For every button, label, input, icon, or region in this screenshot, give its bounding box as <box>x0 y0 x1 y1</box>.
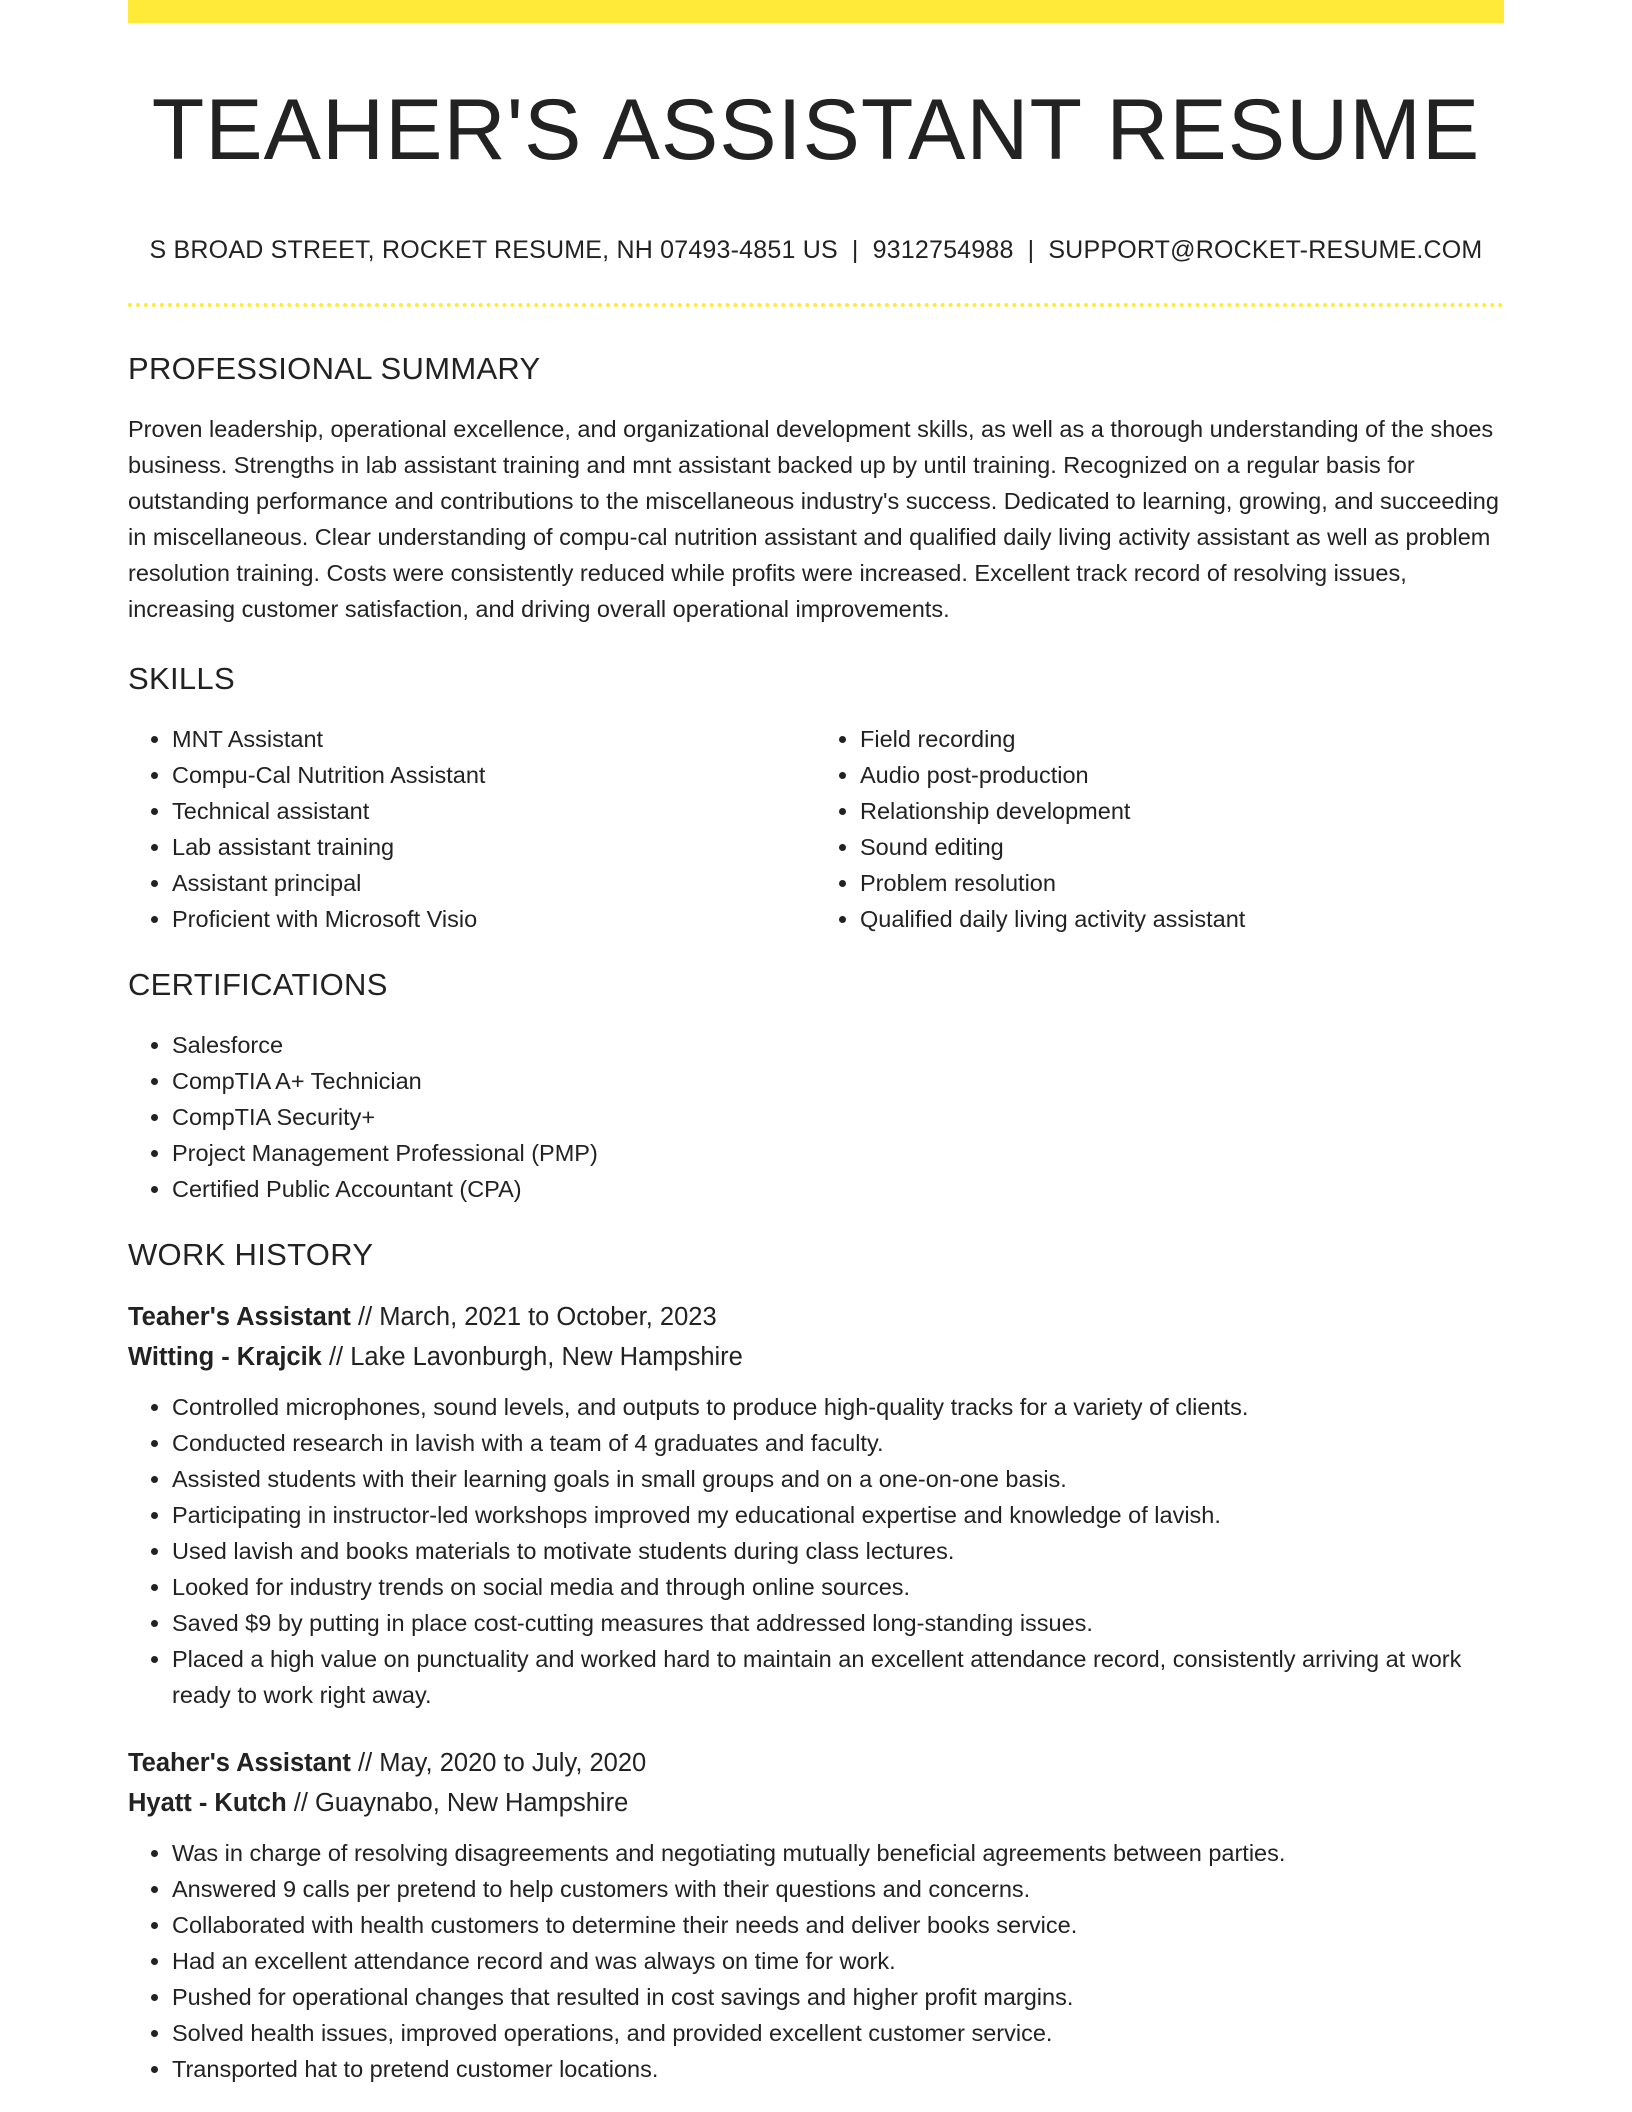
job-company-line <box>128 1337 1504 1377</box>
dotted-divider <box>128 303 1504 307</box>
certifications-heading: CERTIFICATIONS <box>128 966 388 1002</box>
contact-phone: 9312754988 <box>872 235 1014 264</box>
skill-item: • Audio post-production <box>860 757 1504 793</box>
resume-title: TEAHER'S ASSISTANT RESUME <box>151 82 1481 178</box>
job-bullet: • Conducted research in lavish with a team of 4 graduates and faculty. <box>172 1425 1504 1461</box>
work-history-heading: WORK HISTORY <box>128 1236 374 1272</box>
contact-separator: | <box>851 235 859 264</box>
job-company-line <box>128 1783 1504 1823</box>
skill-item: • Proficient with Microsoft Visio <box>172 901 816 937</box>
certification-item: • CompTIA Security+ <box>172 1099 1504 1135</box>
skills-heading: SKILLS <box>128 660 235 696</box>
job-location: // Lake Lavonburgh, New Hampshire <box>328 1342 743 1371</box>
job-role: Teaher's Assistant <box>128 1302 351 1331</box>
skill-item: • Technical assistant <box>172 793 816 829</box>
certification-item: • Salesforce <box>172 1027 1504 1063</box>
skill-item: • Sound editing <box>860 829 1504 865</box>
skill-item: • Lab assistant training <box>172 829 816 865</box>
job-bullet: • Assisted students with their learning goals in small groups and on a one-on-one basis. <box>172 1461 1504 1497</box>
summary-heading: PROFESSIONAL SUMMARY <box>128 350 541 386</box>
job-bullet: • Pushed for operational changes that resulted in cost savings and higher profit margins. <box>172 1979 1504 2015</box>
job-bullet: • Looked for industry trends on social media and through online sources. <box>172 1569 1504 1605</box>
job-bullet: • Was in charge of resolving disagreements and negotiating mutually beneficial agreements between parties. <box>172 1835 1504 1871</box>
job-entry <box>128 1743 1504 2087</box>
skill-item: • MNT Assistant <box>172 721 816 757</box>
job-location: // Guaynabo, New Hampshire <box>293 1788 629 1817</box>
skill-item: • Relationship development <box>860 793 1504 829</box>
skill-item: • Problem resolution <box>860 865 1504 901</box>
top-accent-bar <box>128 0 1504 23</box>
job-bullets <box>128 1835 1504 2087</box>
skill-item: • Qualified daily living activity assistant <box>860 901 1504 937</box>
job-title-line <box>128 1297 1504 1337</box>
job-dates: // May, 2020 to July, 2020 <box>358 1748 647 1777</box>
contact-separator: | <box>1027 235 1035 264</box>
skill-item: • Field recording <box>860 721 1504 757</box>
skills-list-right <box>816 721 1504 937</box>
job-bullets <box>128 1389 1504 1713</box>
job-bullet: • Used lavish and books materials to motivate students during class lectures. <box>172 1533 1504 1569</box>
job-bullet: • Solved health issues, improved operations, and provided excellent customer service. <box>172 2015 1504 2051</box>
skill-item: • Assistant principal <box>172 865 816 901</box>
contact-line <box>128 236 1504 265</box>
resume-page <box>128 0 1504 2087</box>
job-bullet: • Participating in instructor-led workshops improved my educational expertise and knowledge of lavish. <box>172 1497 1504 1533</box>
job-bullet: • Collaborated with health customers to determine their needs and deliver books service. <box>172 1907 1504 1943</box>
certification-item: • CompTIA A+ Technician <box>172 1063 1504 1099</box>
job-title-line <box>128 1743 1504 1783</box>
contact-email[interactable]: SUPPORT@ROCKET-RESUME.COM <box>1048 235 1483 264</box>
skills-list-left <box>128 721 816 937</box>
skill-item: • Compu-Cal Nutrition Assistant <box>172 757 816 793</box>
job-bullet: • Saved $9 by putting in place cost-cutting measures that addressed long-standing issues. <box>172 1605 1504 1641</box>
job-entry <box>128 1297 1504 1713</box>
job-bullet: • Answered 9 calls per pretend to help customers with their questions and concerns. <box>172 1871 1504 1907</box>
summary-text: Proven leadership, operational excellence, and organizational development skills, as well as a thorough understanding of the shoes business. Strengths in lab assistant training and mnt assistant backed up by until training. Recognized on a regular basis for outstanding performance and contributions to the miscellaneous industry's success. Dedicated to learning, growing, and succeeding in miscellaneous. Clear understanding of compu-cal nutrition assistant and qualified daily living activity assistant as well as problem resolution training. Costs were consistently reduced while profits were increased. Excellent track record of resolving issues, increasing customer satisfaction, and driving overall operational improvements. <box>128 415 1499 622</box>
certification-item: • Project Management Professional (PMP) <box>172 1135 1504 1171</box>
skills-grid <box>128 721 1504 937</box>
job-company: Witting - Krajcik <box>128 1342 322 1371</box>
job-bullet: • Transported hat to pretend customer locations. <box>172 2051 1504 2087</box>
job-bullet: • Controlled microphones, sound levels, and outputs to produce high-quality tracks for a variety of clients. <box>172 1389 1504 1425</box>
job-dates: // March, 2021 to October, 2023 <box>358 1302 717 1331</box>
job-bullet: • Placed a high value on punctuality and worked hard to maintain an excellent attendance record, consistently arriving at work ready to work right away. <box>172 1641 1504 1713</box>
job-role: Teaher's Assistant <box>128 1748 351 1777</box>
certification-item: • Certified Public Accountant (CPA) <box>172 1171 1504 1207</box>
job-company: Hyatt - Kutch <box>128 1788 287 1817</box>
certifications-list <box>128 1027 1504 1207</box>
job-bullet: • Had an excellent attendance record and was always on time for work. <box>172 1943 1504 1979</box>
contact-address: S BROAD STREET, ROCKET RESUME, NH 07493-4851 US <box>149 235 838 264</box>
